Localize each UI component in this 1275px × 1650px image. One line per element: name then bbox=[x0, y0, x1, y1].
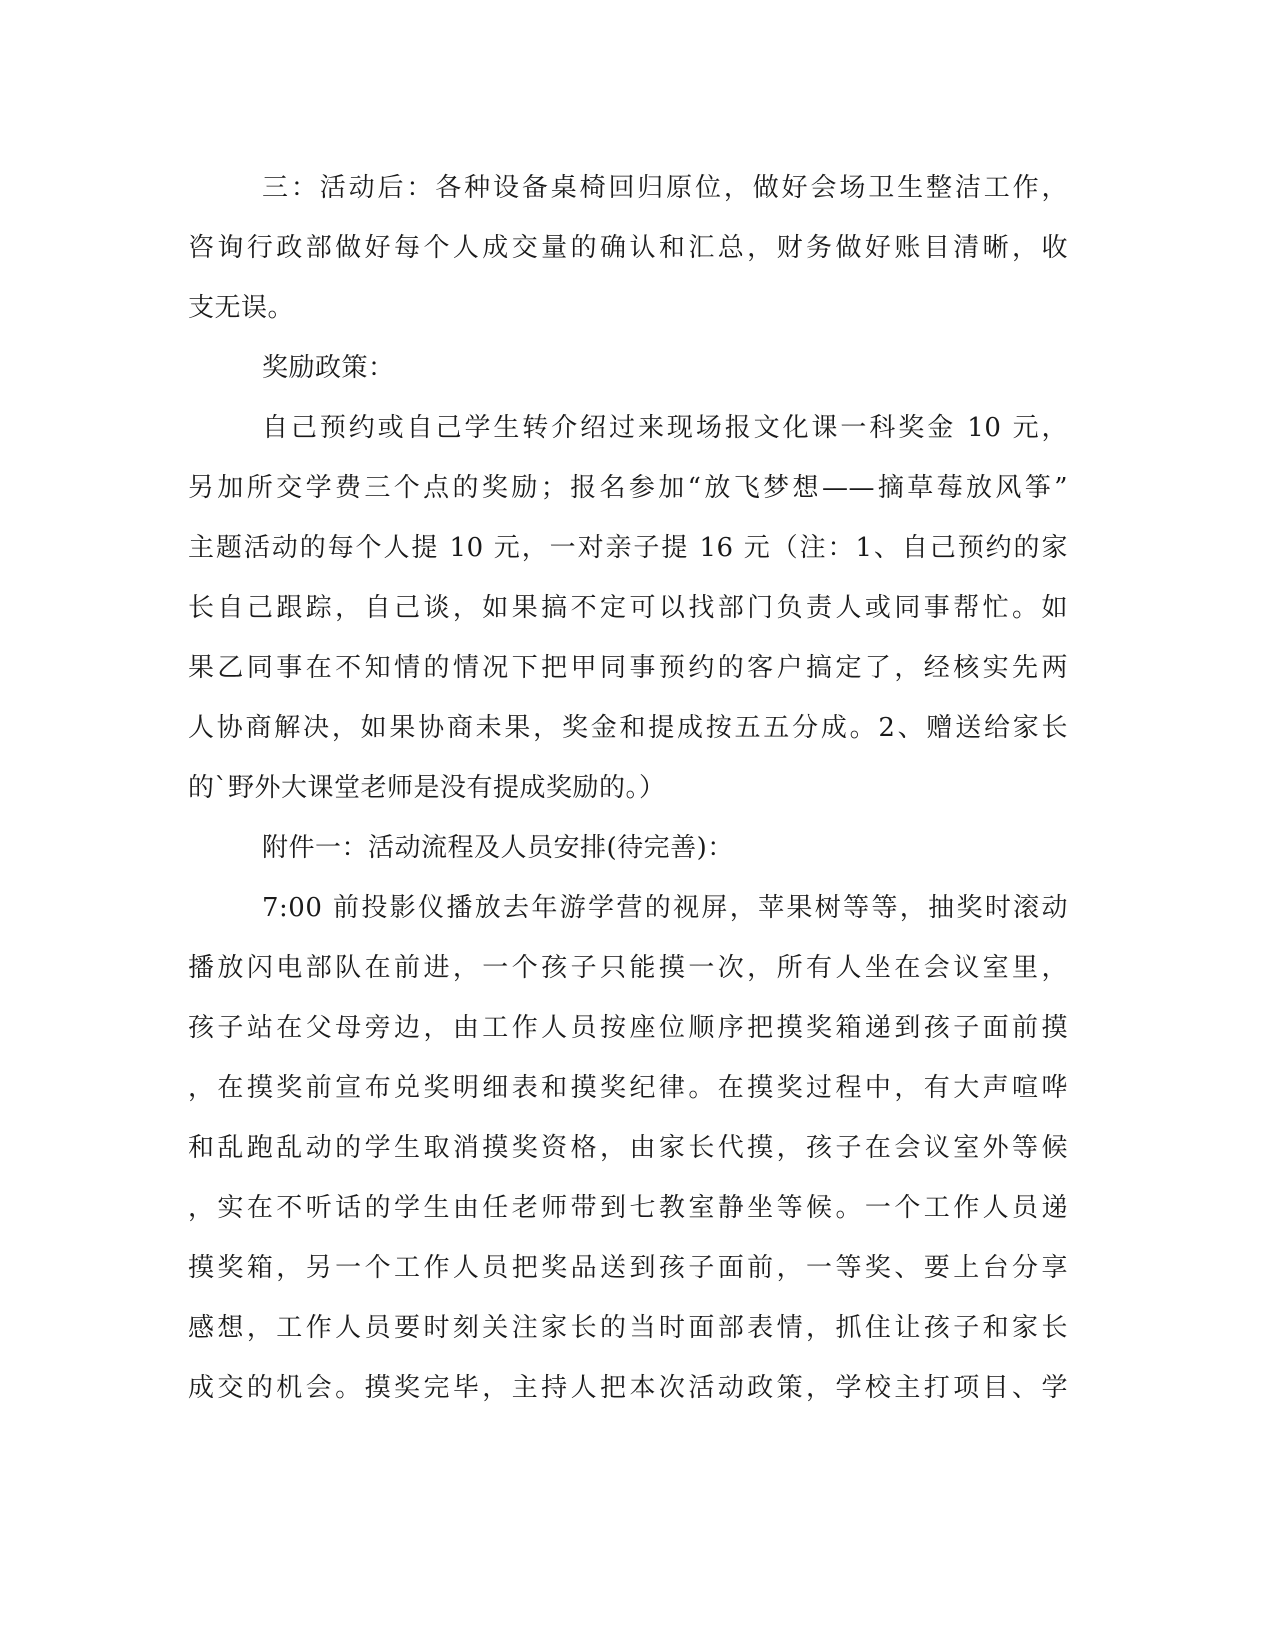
paragraph-line: 播放闪电部队在前进，一个孩子只能摸一次，所有人坐在会议室里， bbox=[188, 953, 1068, 983]
paragraph-line: 和乱跑乱动的学生取消摸奖资格，由家长代摸，孩子在会议室外等候 bbox=[188, 1133, 1068, 1163]
paragraph-line: ，在摸奖前宣布兑奖明细表和摸奖纪律。在摸奖过程中，有大声喧哗 bbox=[188, 1073, 1068, 1103]
paragraph-line: 成交的机会。摸奖完毕，主持人把本次活动政策，学校主打项目、学 bbox=[188, 1373, 1068, 1403]
document-body bbox=[188, 158, 1068, 1418]
paragraph-line: 咨询行政部做好每个人成交量的确认和汇总，财务做好账目清晰，收 bbox=[188, 233, 1068, 263]
paragraph-line: 果乙同事在不知情的情况下把甲同事预约的客户搞定了，经核实先两 bbox=[188, 653, 1068, 683]
paragraph-line: 7:00 前投影仪播放去年游学营的视屏，苹果树等等，抽奖时滚动 bbox=[262, 893, 1068, 923]
paragraph-line: 孩子站在父母旁边，由工作人员按座位顺序把摸奖箱递到孩子面前摸 bbox=[188, 1013, 1068, 1043]
paragraph-line: ，实在不听话的学生由任老师带到七教室静坐等候。一个工作人员递 bbox=[188, 1193, 1068, 1223]
paragraph-line: 另加所交学费三个点的奖励；报名参加“放飞梦想——摘草莓放风筝” bbox=[188, 473, 1068, 503]
paragraph-line: 长自己跟踪，自己谈，如果搞不定可以找部门负责人或同事帮忙。如 bbox=[188, 593, 1068, 623]
paragraph-line: 的`野外大课堂老师是没有提成奖励的。） bbox=[188, 773, 666, 803]
section-heading: 附件一：活动流程及人员安排(待完善)： bbox=[262, 833, 734, 863]
paragraph-line: 主题活动的每个人提 10 元，一对亲子提 16 元（注：1、自己预约的家 bbox=[188, 533, 1068, 563]
paragraph-line: 支无误。 bbox=[188, 293, 295, 323]
paragraph-line: 三：活动后：各种设备桌椅回归原位，做好会场卫生整洁工作， bbox=[262, 173, 1068, 203]
paragraph-line: 感想，工作人员要时刻关注家长的当时面部表情，抓住让孩子和家长 bbox=[188, 1313, 1068, 1343]
paragraph-line: 摸奖箱，另一个工作人员把奖品送到孩子面前，一等奖、要上台分享 bbox=[188, 1253, 1068, 1283]
paragraph-line: 自己预约或自己学生转介绍过来现场报文化课一科奖金 10 元， bbox=[262, 413, 1068, 443]
section-heading: 奖励政策： bbox=[262, 353, 395, 383]
paragraph-line: 人协商解决，如果协商未果，奖金和提成按五五分成。2、赠送给家长 bbox=[188, 713, 1068, 743]
